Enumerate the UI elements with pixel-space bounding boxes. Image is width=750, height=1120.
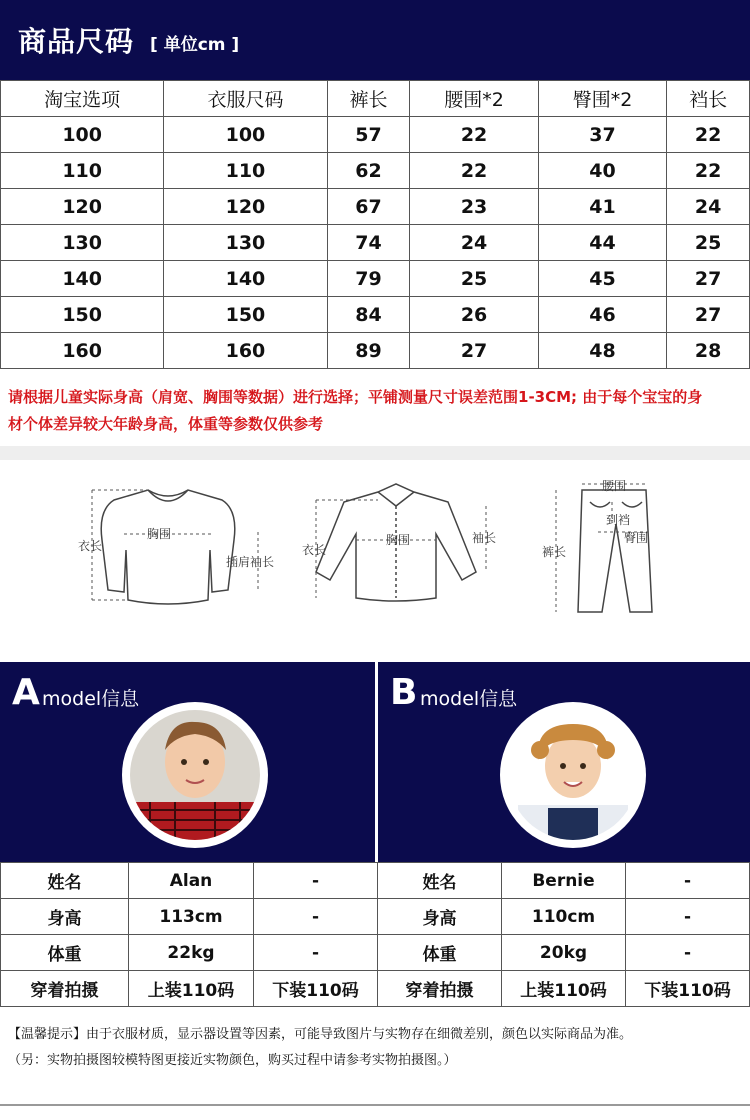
table-cell: 79 bbox=[327, 261, 410, 297]
table-cell: - bbox=[626, 935, 750, 971]
table-cell: 体重 bbox=[378, 935, 502, 971]
table-cell: 25 bbox=[410, 261, 538, 297]
table-cell: 113cm bbox=[129, 899, 254, 935]
tshirt-outline-icon bbox=[101, 490, 235, 604]
table-cell: 130 bbox=[1, 225, 164, 261]
table-cell: 120 bbox=[1, 189, 164, 225]
unit-label: [ 单位cm ] bbox=[150, 35, 240, 55]
sizing-note-line: 材个体差异较大年龄身高，体重等参数仅供参考 bbox=[8, 415, 324, 433]
col-header: 腰围*2 bbox=[410, 81, 538, 117]
divider bbox=[0, 446, 750, 460]
table-cell: 41 bbox=[538, 189, 666, 225]
table-cell: 27 bbox=[667, 261, 750, 297]
table-row bbox=[1, 117, 750, 153]
table-cell: 120 bbox=[164, 189, 327, 225]
table-cell: - bbox=[254, 935, 378, 971]
table-row bbox=[378, 899, 750, 935]
table-cell: 46 bbox=[538, 297, 666, 333]
table-cell: 45 bbox=[538, 261, 666, 297]
model-b-panel bbox=[378, 662, 750, 862]
avatar bbox=[500, 702, 646, 848]
table-cell: 89 bbox=[327, 333, 410, 369]
shirt-chest-label: 胸围 bbox=[386, 533, 411, 547]
table-cell: 110 bbox=[164, 153, 327, 189]
table-cell: 57 bbox=[327, 117, 410, 153]
model-a-panel bbox=[0, 662, 375, 862]
measurement-diagram bbox=[0, 462, 750, 642]
col-header: 臀围*2 bbox=[538, 81, 666, 117]
model-b-label: model信息 bbox=[420, 688, 518, 710]
pants-outline-icon bbox=[578, 490, 652, 612]
table-cell: 27 bbox=[667, 297, 750, 333]
table-cell: 74 bbox=[327, 225, 410, 261]
boy-portrait-icon bbox=[130, 710, 260, 840]
table-cell: 24 bbox=[410, 225, 538, 261]
boy-portrait-icon bbox=[508, 710, 638, 840]
sizing-note-line: 请根据儿童实际身高（肩宽、胸围等数据）进行选择；平铺测量尺寸误差范围1-3CM; 由于每个宝宝的身 bbox=[8, 388, 703, 406]
table-row bbox=[1, 899, 378, 935]
size-table bbox=[0, 80, 750, 369]
table-cell: 体重 bbox=[1, 935, 129, 971]
size-table-header-row bbox=[1, 81, 750, 117]
table-cell: 110cm bbox=[502, 899, 626, 935]
table-cell: 28 bbox=[667, 333, 750, 369]
table-cell: 24 bbox=[667, 189, 750, 225]
tshirt-chest-label: 胸围 bbox=[147, 527, 172, 541]
table-cell: 130 bbox=[164, 225, 327, 261]
table-row bbox=[1, 935, 378, 971]
table-cell: 160 bbox=[164, 333, 327, 369]
model-b-photo bbox=[508, 710, 638, 840]
tshirt-length-label: 衣长 bbox=[78, 539, 103, 553]
table-cell: 27 bbox=[410, 333, 538, 369]
table-cell: 22 bbox=[667, 117, 750, 153]
table-row bbox=[1, 333, 750, 369]
table-cell: 84 bbox=[327, 297, 410, 333]
table-row bbox=[378, 863, 750, 899]
table-cell: 44 bbox=[538, 225, 666, 261]
table-cell: 26 bbox=[410, 297, 538, 333]
table-row bbox=[1, 863, 378, 899]
table-cell: 22 bbox=[410, 117, 538, 153]
col-header: 裆长 bbox=[667, 81, 750, 117]
table-cell: 穿着拍摄 bbox=[378, 971, 502, 1007]
shirt-sleeve-label: 袖长 bbox=[472, 531, 497, 545]
model-a-photo bbox=[130, 710, 260, 840]
table-cell: 100 bbox=[164, 117, 327, 153]
table-row bbox=[378, 971, 750, 1007]
table-cell: 160 bbox=[1, 333, 164, 369]
model-b-table bbox=[377, 862, 750, 1007]
table-cell: 48 bbox=[538, 333, 666, 369]
pants-length-label: 裤长 bbox=[542, 545, 567, 559]
table-row bbox=[1, 189, 750, 225]
table-cell: 下装110码 bbox=[254, 971, 378, 1007]
model-a-label: model信息 bbox=[42, 688, 140, 710]
shirt-length-label: 衣长 bbox=[302, 543, 327, 557]
model-b-letter: B bbox=[390, 672, 418, 713]
table-row bbox=[1, 971, 378, 1007]
table-cell: Bernie bbox=[502, 863, 626, 899]
table-cell: 140 bbox=[164, 261, 327, 297]
col-header: 裤长 bbox=[327, 81, 410, 117]
table-row bbox=[1, 261, 750, 297]
table-cell: 上装110码 bbox=[502, 971, 626, 1007]
table-cell: 穿着拍摄 bbox=[1, 971, 129, 1007]
table-cell: - bbox=[254, 899, 378, 935]
footer-line: 【温馨提示】由于衣服材质，显示器设置等因素，可能导致图片与实物存在细微差别，颜色以实际商品为准。 bbox=[8, 1027, 633, 1042]
table-cell: 110 bbox=[1, 153, 164, 189]
table-cell: 25 bbox=[667, 225, 750, 261]
table-cell: 150 bbox=[164, 297, 327, 333]
table-cell: 身高 bbox=[1, 899, 129, 935]
table-cell: 100 bbox=[1, 117, 164, 153]
table-cell: - bbox=[626, 863, 750, 899]
table-cell: 23 bbox=[410, 189, 538, 225]
table-row bbox=[378, 935, 750, 971]
table-cell: 姓名 bbox=[378, 863, 502, 899]
table-cell: 67 bbox=[327, 189, 410, 225]
table-cell: - bbox=[254, 863, 378, 899]
table-cell: 身高 bbox=[378, 899, 502, 935]
col-header: 淘宝选项 bbox=[1, 81, 164, 117]
table-cell: Alan bbox=[129, 863, 254, 899]
table-row bbox=[1, 225, 750, 261]
table-cell: 姓名 bbox=[1, 863, 129, 899]
footer-line: （另：实物拍摄图较模特图更接近实物颜色，购买过程中请参考实物拍摄图。） bbox=[8, 1053, 457, 1068]
model-a-table bbox=[0, 862, 378, 1007]
avatar bbox=[122, 702, 268, 848]
pants-waist-label: 腰围 bbox=[602, 479, 627, 493]
divider bbox=[0, 1104, 750, 1106]
footer-tip bbox=[8, 1022, 748, 1074]
measurement-illustrations bbox=[0, 462, 750, 642]
table-cell: 62 bbox=[327, 153, 410, 189]
table-cell: 22 bbox=[410, 153, 538, 189]
table-row bbox=[1, 153, 750, 189]
table-cell: - bbox=[626, 899, 750, 935]
table-row bbox=[1, 297, 750, 333]
pants-hip-label: 臀围 bbox=[624, 531, 649, 545]
tshirt-sleeve-label: 插肩袖长 bbox=[226, 555, 275, 569]
table-cell: 22 bbox=[667, 153, 750, 189]
table-cell: 下装110码 bbox=[626, 971, 750, 1007]
col-header: 衣服尺码 bbox=[164, 81, 327, 117]
table-cell: 37 bbox=[538, 117, 666, 153]
table-cell: 150 bbox=[1, 297, 164, 333]
page-title: 商品尺码 bbox=[18, 25, 135, 58]
table-cell: 上装110码 bbox=[129, 971, 254, 1007]
sizing-note bbox=[8, 384, 748, 438]
table-cell: 20kg bbox=[502, 935, 626, 971]
size-header bbox=[0, 0, 750, 80]
model-a-letter: A bbox=[12, 672, 40, 713]
table-cell: 22kg bbox=[129, 935, 254, 971]
table-cell: 140 bbox=[1, 261, 164, 297]
pants-rise-label: 到裆 bbox=[606, 513, 631, 527]
table-cell: 40 bbox=[538, 153, 666, 189]
